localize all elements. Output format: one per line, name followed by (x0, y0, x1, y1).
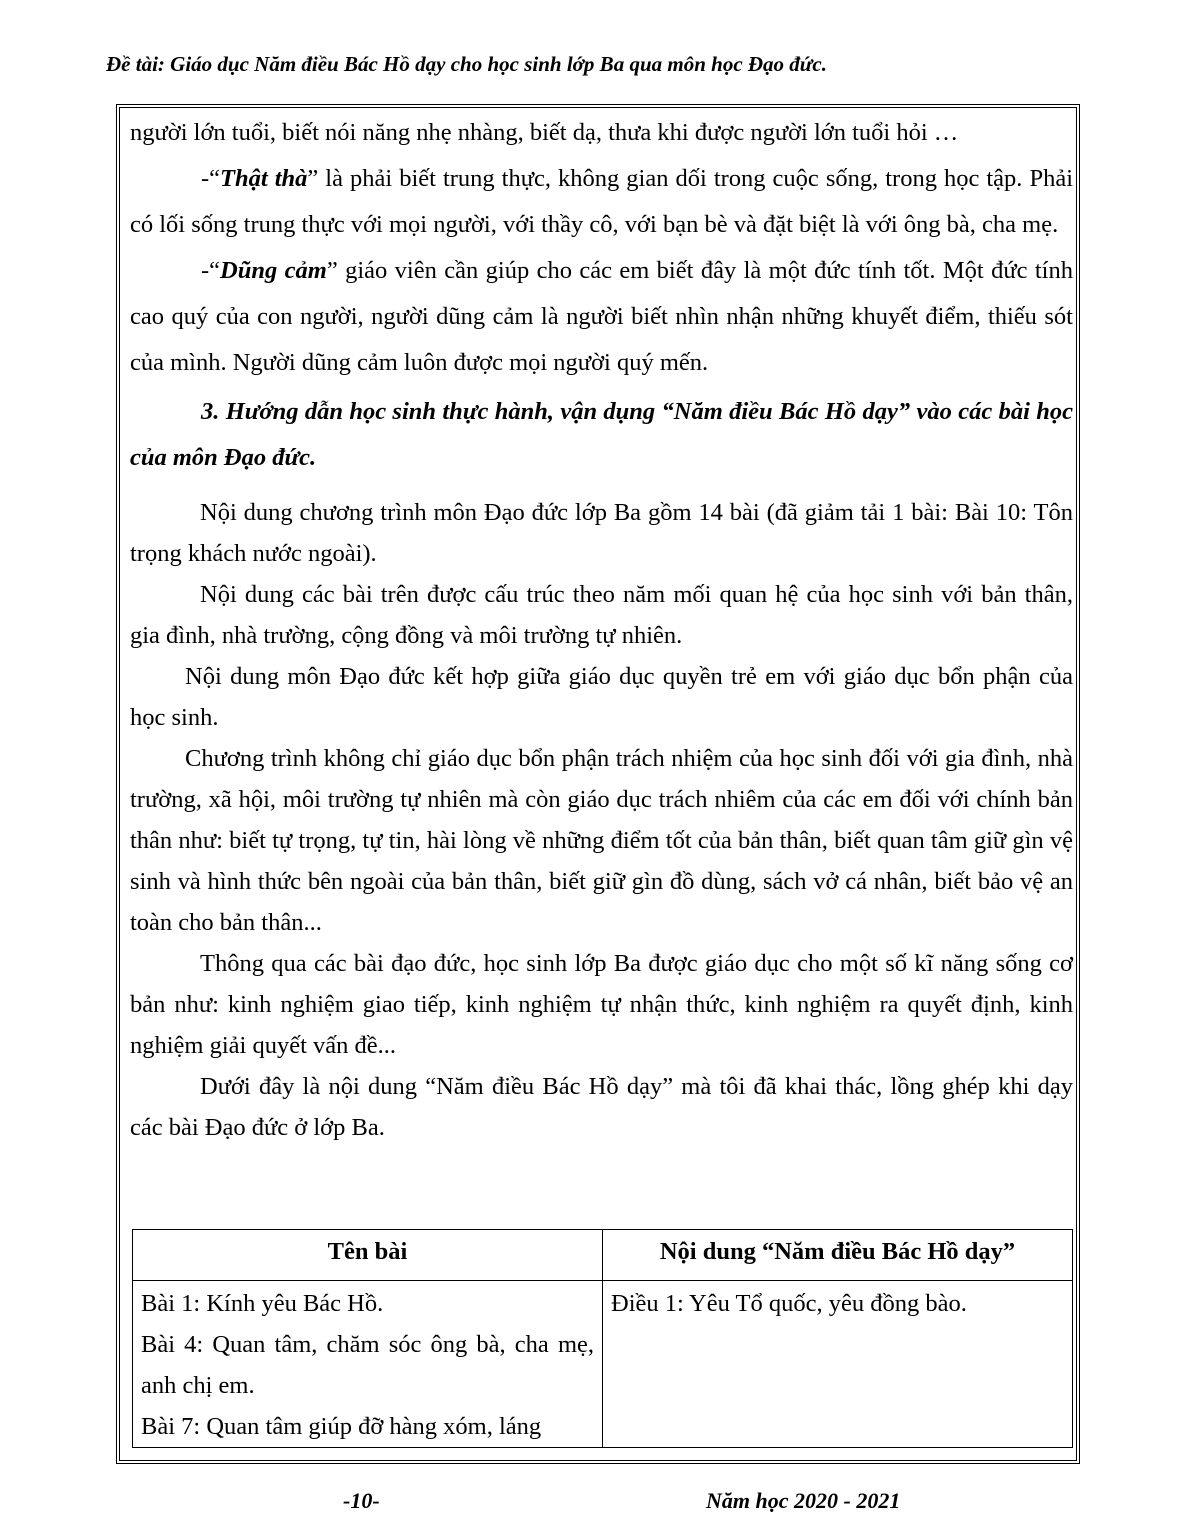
paragraph-honesty (130, 156, 1073, 248)
term-honesty: Thật thà (220, 165, 308, 192)
lesson-item: Bài 1: Kính yêu Bác Hồ. (141, 1290, 384, 1317)
paragraph-courage-text: ” giáo viên cần giúp cho các em biết đây là một đức tính tốt. Một đức tính cao quý của con người, người dũng cảm là người biết nhìn nhận những khuyết điểm, thiếu sót của mình. Người dũng cảm luôn được mọi người quý mến. (130, 257, 1073, 376)
paragraph-courage (130, 248, 1073, 386)
quote-open: -“ (201, 257, 221, 284)
table-header-row (133, 1230, 1073, 1281)
lessons-table (132, 1229, 1073, 1448)
table-cell-content: Điều 1: Yêu Tổ quốc, yêu đồng bào. (603, 1281, 1073, 1448)
quote-open: -“ (201, 165, 221, 192)
table-header-lesson: Tên bài (133, 1230, 603, 1281)
paragraph-intro-table: Dưới đây là nội dung “Năm điều Bác Hồ dạy” mà tôi đã khai thác, lồng ghép khi dạy các bài Đạo đức ở lớp Ba. (130, 1073, 1073, 1141)
paragraph-life-skills: Thông qua các bài đạo đức, học sinh lớp Ba được giáo dục cho một số kĩ năng sống cơ bản như: kinh nghiệm giao tiếp, kinh nghiệm tự nhận thức, kinh nghiệm ra quyết định, kinh nghiệm giải quyết vấn đề... (130, 950, 1073, 1059)
paragraph-curriculum: Nội dung chương trình môn Đạo đức lớp Ba gồm 14 bài (đã giảm tải 1 bài: Bài 10: Tôn trọng khách nước ngoài). (130, 499, 1073, 567)
paragraph-honesty-text: ” là phải biết trung thực, không gian dối trong cuộc sống, trong học tập. Phải có lối sống trung thực với mọi người, với thầy cô, với bạn bè và đặt biệt là với ông bà, cha mẹ. (130, 165, 1073, 238)
school-year: Năm học 2020 - 2021 (706, 1488, 901, 1513)
term-courage: Dũng cảm (220, 257, 327, 284)
table-row (133, 1281, 1073, 1448)
page-number: -10- (343, 1488, 380, 1513)
table-cell-lessons (133, 1281, 603, 1448)
main-content (130, 110, 1073, 1148)
lesson-item: Bài 4: Quan tâm, chăm sóc ông bà, cha mẹ, anh chị em. (141, 1331, 594, 1399)
section-heading-3: 3. Hướng dẫn học sinh thực hành, vận dụng “Năm điều Bác Hồ dạy” vào các bài học của môn Đạo đức. (130, 398, 1073, 471)
lesson-item: Bài 7: Quan tâm giúp đỡ hàng xóm, láng (141, 1413, 542, 1440)
paragraph-rights: Nội dung môn Đạo đức kết hợp giữa giáo dục quyền trẻ em với giáo dục bổn phận của học sinh. (130, 663, 1073, 731)
page-header-title: Đề tài: Giáo dục Năm điều Bác Hồ dạy cho học sinh lớp Ba qua môn học Đạo đức. (106, 52, 827, 76)
paragraph-continued: người lớn tuổi, biết nói năng nhẹ nhàng, biết dạ, thưa khi được người lớn tuổi hỏi … (130, 119, 959, 146)
paragraph-responsibility: Chương trình không chỉ giáo dục bổn phận trách nhiệm của học sinh đối với gia đình, nhà trường, xã hội, môi trường tự nhiên mà còn giáo dục trách nhiêm của các em đối với chính bản thân như: biết tự trọng, tự tin, hài lòng về những điểm tốt của bản thân, biết quan tâm giữ gìn vệ sinh và hình thức bên ngoài của bản thân, biết giữ gìn đồ dùng, sách vở cá nhân, biết bảo vệ an toàn cho bản thân... (130, 745, 1073, 936)
table-header-content: Nội dung “Năm điều Bác Hồ dạy” (603, 1230, 1073, 1281)
paragraph-structure: Nội dung các bài trên được cấu trúc theo năm mối quan hệ của học sinh với bản thân, gia đình, nhà trường, cộng đồng và môi trường tự nhiên. (130, 581, 1073, 649)
